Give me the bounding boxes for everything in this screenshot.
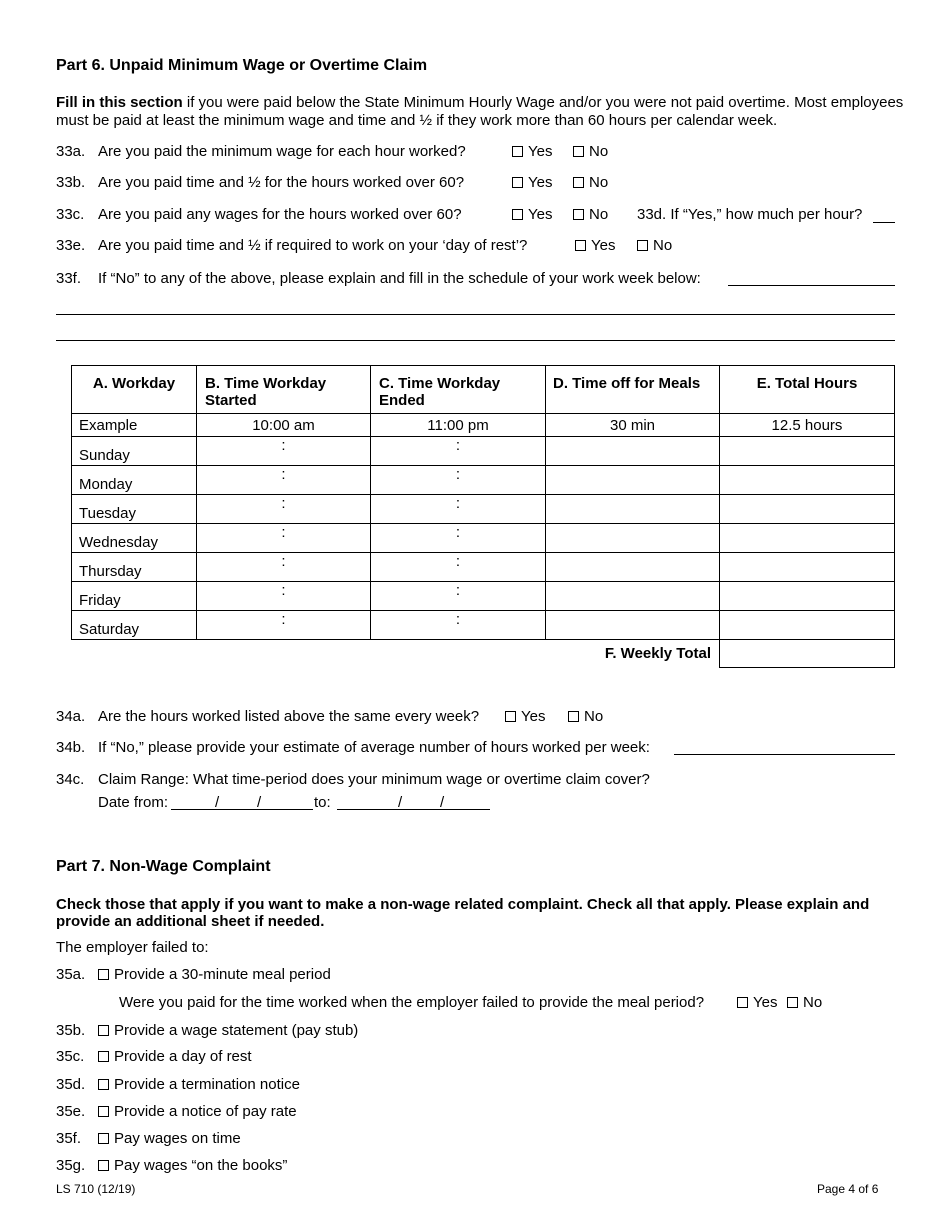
date-to-field[interactable]	[337, 809, 490, 810]
end-time-cell[interactable]: :	[371, 466, 546, 495]
example-meal: 30 min	[546, 414, 720, 437]
end-time-cell[interactable]: :	[371, 437, 546, 466]
table-row	[72, 582, 895, 611]
q34c-text: Claim Range: What time-period does your minimum wage or overtime claim cover?	[98, 771, 650, 788]
example-total: 12.5 hours	[720, 414, 895, 437]
q33c-yes-checkbox[interactable]	[512, 209, 523, 220]
q33e-no-option[interactable]	[637, 237, 672, 254]
q33a-no-option[interactable]	[573, 143, 608, 160]
no-label: No	[803, 994, 823, 1011]
meal-followup-no-checkbox[interactable]	[787, 997, 798, 1008]
meal-followup-yes-checkbox[interactable]	[737, 997, 748, 1008]
total-hours-cell[interactable]	[720, 466, 895, 495]
table-row	[72, 611, 895, 640]
q33b-number: 33b.	[56, 174, 86, 191]
meal-followup-yes-option[interactable]	[737, 994, 777, 1011]
q34b-number: 34b.	[56, 739, 86, 756]
table-row	[72, 466, 895, 495]
date-to-label: to:	[314, 794, 331, 811]
q33c-no-checkbox[interactable]	[573, 209, 584, 220]
meal-time-cell[interactable]	[546, 437, 720, 466]
meal-time-cell[interactable]	[546, 582, 720, 611]
table-row	[72, 524, 895, 553]
form-number: LS 710 (12/19)	[56, 1182, 136, 1196]
yes-label: Yes	[753, 994, 778, 1011]
q33e-number: 33e.	[56, 237, 86, 254]
q33b-text: Are you paid time and ½ for the hours worked over 60?	[98, 174, 465, 191]
q33c-number: 33c.	[56, 206, 85, 223]
work-schedule-table	[71, 365, 895, 668]
end-time-cell[interactable]: :	[371, 495, 546, 524]
q35f-option[interactable]	[98, 1130, 241, 1147]
q35e-label: Provide a notice of pay rate	[114, 1103, 297, 1120]
day-label: Friday	[72, 582, 197, 611]
q35g-checkbox[interactable]	[98, 1160, 109, 1171]
header-time-ended: C. Time Workday Ended	[371, 366, 546, 414]
q35b-checkbox[interactable]	[98, 1025, 109, 1036]
table-header-row	[72, 366, 895, 414]
q33c-yes-option[interactable]	[512, 206, 552, 223]
day-label: Sunday	[72, 437, 197, 466]
q35d-option[interactable]	[98, 1076, 300, 1093]
q34a-yes-checkbox[interactable]	[505, 711, 516, 722]
weekly-total-cell[interactable]	[720, 640, 895, 668]
q35c-checkbox[interactable]	[98, 1051, 109, 1062]
meal-time-cell[interactable]	[546, 553, 720, 582]
header-total-hours: E. Total Hours	[720, 366, 895, 414]
q35c-option[interactable]	[98, 1048, 252, 1065]
table-row	[72, 553, 895, 582]
q34a-no-checkbox[interactable]	[568, 711, 579, 722]
start-time-cell[interactable]: :	[197, 524, 371, 553]
end-time-cell[interactable]: :	[371, 553, 546, 582]
part7-title: Part 7. Non-Wage Complaint	[56, 858, 271, 875]
q33a-no-checkbox[interactable]	[573, 146, 584, 157]
meal-time-cell[interactable]	[546, 495, 720, 524]
example-end: 11:00 pm	[371, 414, 546, 437]
day-label: Monday	[72, 466, 197, 495]
day-label: Tuesday	[72, 495, 197, 524]
yes-label: Yes	[528, 143, 553, 160]
q33f-explain-line-2[interactable]	[56, 340, 895, 341]
start-time-cell[interactable]: :	[197, 553, 371, 582]
example-start: 10:00 am	[197, 414, 371, 437]
total-hours-cell[interactable]	[720, 524, 895, 553]
date-from-field[interactable]	[171, 809, 313, 810]
weekly-total-row	[72, 640, 895, 668]
q33c-no-option[interactable]	[573, 206, 608, 223]
q34a-number: 34a.	[56, 708, 86, 725]
q34a-yes-option[interactable]	[505, 708, 545, 725]
part6-intro-text: if you were paid below the State Minimum Hourly Wage and/or you were not paid overtime. Most employees must be paid at least the minimum wage and time and ½ if they work more than 60 hours per calendar week.	[56, 94, 904, 129]
day-label: Saturday	[72, 611, 197, 640]
q33f-explain-field[interactable]	[728, 285, 895, 286]
start-time-cell[interactable]: :	[197, 466, 371, 495]
q33e-yes-option[interactable]	[575, 237, 615, 254]
total-hours-cell[interactable]	[720, 582, 895, 611]
q34b-hours-field[interactable]	[674, 754, 895, 755]
q35g-label: Pay wages “on the books”	[114, 1157, 288, 1174]
yes-label: Yes	[528, 206, 553, 223]
q35d-number: 35d.	[56, 1076, 86, 1093]
weekly-total-label: F. Weekly Total	[72, 640, 720, 668]
q34c-number: 34c.	[56, 771, 85, 788]
yes-label: Yes	[528, 174, 553, 191]
q35a-option[interactable]	[98, 966, 331, 983]
q35d-label: Provide a termination notice	[114, 1076, 300, 1093]
meal-followup-text: Were you paid for the time worked when the employer failed to provide the meal period?	[119, 994, 705, 1011]
table-row	[72, 437, 895, 466]
end-time-cell[interactable]: :	[371, 582, 546, 611]
q34a-no-option[interactable]	[568, 708, 603, 725]
q35d-checkbox[interactable]	[98, 1079, 109, 1090]
no-label: No	[584, 708, 604, 725]
q33c-text: Are you paid any wages for the hours worked over 60?	[98, 206, 462, 223]
date-to-slash-2: /	[440, 794, 445, 811]
table-row-example	[72, 414, 895, 437]
q33d-rate-field[interactable]	[873, 222, 895, 223]
q33f-text: If “No” to any of the above, please explain and fill in the schedule of your work week below:	[98, 270, 701, 287]
start-time-cell[interactable]: :	[197, 611, 371, 640]
q33f-number: 33f.	[56, 270, 82, 287]
part7-intro: Check those that apply if you want to make a non-wage related complaint. Check all that apply. Please explain and provide an additional sheet if needed.	[56, 896, 870, 930]
q35f-number: 35f.	[56, 1130, 82, 1147]
q33a-yes-checkbox[interactable]	[512, 146, 523, 157]
day-label: Thursday	[72, 553, 197, 582]
no-label: No	[589, 206, 609, 223]
q35c-label: Provide a day of rest	[114, 1048, 252, 1065]
no-label: No	[653, 237, 673, 254]
date-from-slash-1: /	[215, 794, 220, 811]
q35e-checkbox[interactable]	[98, 1106, 109, 1117]
meal-time-cell[interactable]	[546, 524, 720, 553]
no-label: No	[589, 143, 609, 160]
no-label: No	[589, 174, 609, 191]
start-time-cell[interactable]: :	[197, 495, 371, 524]
q34a-text: Are the hours worked listed above the same every week?	[98, 708, 480, 725]
table-row	[72, 495, 895, 524]
q33b-yes-option[interactable]	[512, 174, 552, 191]
q33a-yes-option[interactable]	[512, 143, 552, 160]
yes-label: Yes	[521, 708, 546, 725]
q33a-number: 33a.	[56, 143, 86, 160]
q33b-yes-checkbox[interactable]	[512, 177, 523, 188]
q33d-text: 33d. If “Yes,” how much per hour?	[637, 206, 863, 223]
day-label: Wednesday	[72, 524, 197, 553]
q35e-option[interactable]	[98, 1103, 297, 1120]
q35a-number: 35a.	[56, 966, 86, 983]
q33e-yes-checkbox[interactable]	[575, 240, 586, 251]
date-to-slash-1: /	[398, 794, 403, 811]
q35c-number: 35c.	[56, 1048, 85, 1065]
q35g-number: 35g.	[56, 1157, 86, 1174]
meal-time-cell[interactable]	[546, 466, 720, 495]
q35g-option[interactable]	[98, 1157, 287, 1174]
q33f-explain-line-1[interactable]	[56, 314, 895, 315]
q33e-text: Are you paid time and ½ if required to work on your ‘day of rest’?	[98, 237, 528, 254]
q35a-label: Provide a 30-minute meal period	[114, 966, 331, 983]
meal-followup-no-option[interactable]	[787, 994, 822, 1011]
q35f-checkbox[interactable]	[98, 1133, 109, 1144]
part6-intro	[56, 94, 906, 130]
page-number: Page 4 of 6	[817, 1182, 879, 1196]
q35f-label: Pay wages on time	[114, 1130, 241, 1147]
total-hours-cell[interactable]	[720, 437, 895, 466]
part6-title: Part 6. Unpaid Minimum Wage or Overtime Claim	[56, 57, 428, 74]
q35a-checkbox[interactable]	[98, 969, 109, 980]
q33b-no-checkbox[interactable]	[573, 177, 584, 188]
date-from-label: Date from:	[98, 794, 169, 811]
q33e-no-checkbox[interactable]	[637, 240, 648, 251]
employer-failed-label: The employer failed to:	[56, 939, 209, 956]
q35b-option[interactable]	[98, 1022, 358, 1039]
q35e-number: 35e.	[56, 1103, 86, 1120]
start-time-cell[interactable]: :	[197, 437, 371, 466]
total-hours-cell[interactable]	[720, 611, 895, 640]
total-hours-cell[interactable]	[720, 495, 895, 524]
header-workday: A. Workday	[72, 366, 197, 414]
start-time-cell[interactable]: :	[197, 582, 371, 611]
q35b-number: 35b.	[56, 1022, 86, 1039]
end-time-cell[interactable]: :	[371, 524, 546, 553]
header-time-started: B. Time Workday Started	[197, 366, 371, 414]
total-hours-cell[interactable]	[720, 553, 895, 582]
example-label: Example	[72, 414, 197, 437]
date-from-slash-2: /	[257, 794, 262, 811]
q35b-label: Provide a wage statement (pay stub)	[114, 1022, 359, 1039]
header-meal-time: D. Time off for Meals	[546, 366, 720, 414]
end-time-cell[interactable]: :	[371, 611, 546, 640]
yes-label: Yes	[591, 237, 616, 254]
q33b-no-option[interactable]	[573, 174, 608, 191]
q34b-text: If “No,” please provide your estimate of average number of hours worked per week:	[98, 739, 650, 756]
part6-intro-bold: Fill in this section	[56, 94, 183, 111]
meal-time-cell[interactable]	[546, 611, 720, 640]
q33a-text: Are you paid the minimum wage for each hour worked?	[98, 143, 466, 160]
